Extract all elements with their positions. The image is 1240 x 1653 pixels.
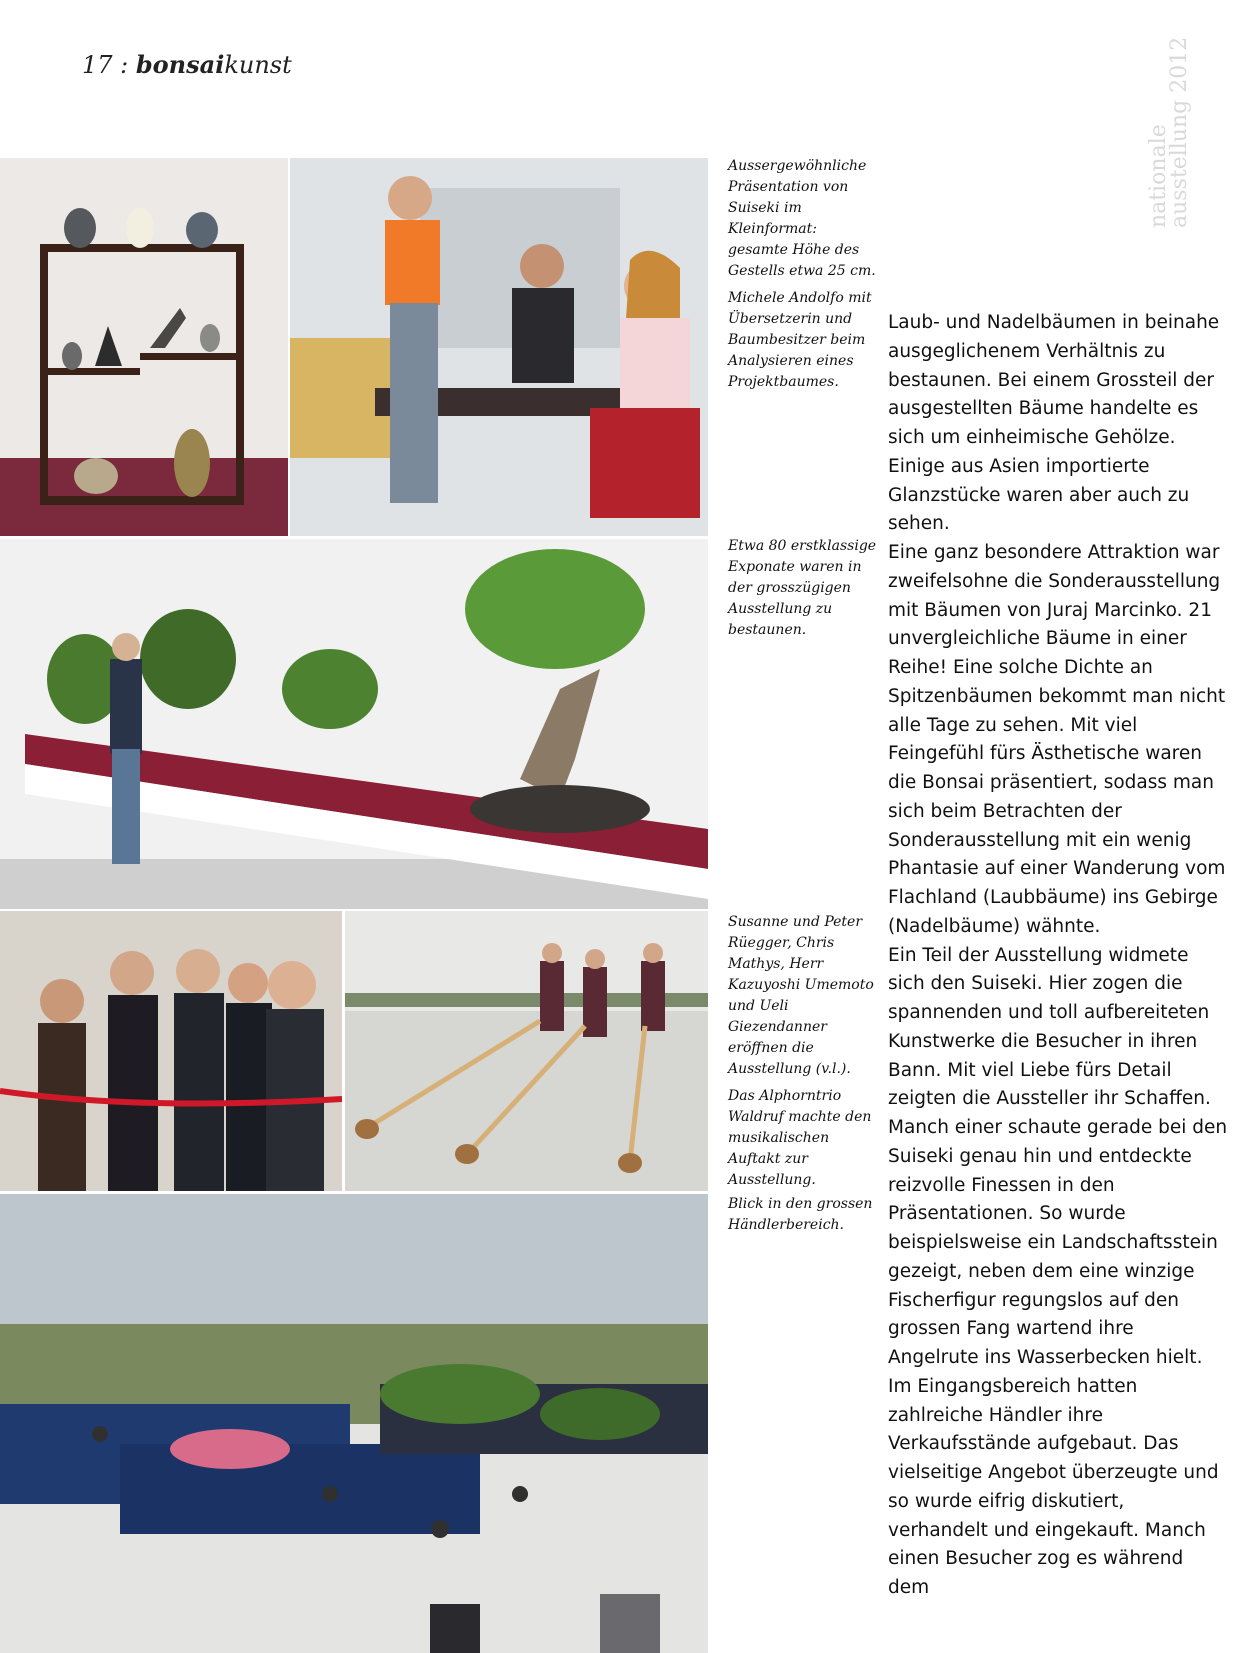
caption-block-2 [728,536,880,647]
caption-block-1 [728,156,880,399]
photo-bonsai-exhibition [0,539,708,909]
caption-block-3 [728,912,880,1197]
caption-dealers: Blick in den grossen Händlerbereich. [728,1196,873,1233]
body-paragraph-2: Eine ganz besondere Attraktion war zweifelsohne die Sonderausstellung mit Bäumen von Juraj Marcinko. 21 unvergleichliche Bäume in einer Reihe! Eine solche Dichte an Spitzenbäumen bekommt man nicht alle Tage zu sehen. Mit viel Feingefühl fürs Ästhetische waren die Bonsai präsentiert, sodass man sich beim Betrachten der Sonderausstellung mit ein wenig Phantasie auf einer Wanderung vom Flachland (Laubbäume) ins Gebirge (Nadelbäume) wähnte. [888,542,1226,937]
header-separator: : [112,51,136,79]
side-title-line1: nationale [1146,124,1171,228]
side-title-line2: ausstellung 2012 [1167,36,1192,228]
caption-suiseki: Aussergewöhnliche Präsentation von Suiseki im Kleinformat: gesamte Höhe des Gestells etwa 25 cm. [728,158,876,279]
page-header [82,50,292,79]
caption-block-4 [728,1194,880,1242]
article-body [888,309,1228,1603]
caption-exponate: Etwa 80 erstklassige Exponate waren in der grosszügigen Ausstellung zu bestaunen. [728,538,877,638]
photo-opening-ceremony [0,911,342,1191]
magazine-title-italic: kunst [224,51,292,79]
body-paragraph-3: Ein Teil der Ausstellung widmete sich den Suiseki. Hier zogen die spannenden und toll aufbereiteten Kunstwerke die Besucher in ihren Bann. Mit viel Liebe fürs Detail zeigten die Aussteller ihr Schaffen. Manch einer schaute gerade bei den Suiseki genau hin und entdeckte reizvolle Finessen in den Präsentationen. So wurde beispielsweise ein Landschaftsstein gezeigt, neben dem eine winzige Fischerfigur regungslos auf den grossen Fang wartend ihre Angelrute ins Wasserbecken hielt. Im Eingangsbereich hatten zahlreiche Händler ihre Verkaufsstände aufgebaut. Das vielseitige Angebot überzeugte und so wurde eifrig diskutiert, verhandelt und eingekauft. Manch einen Besucher zog es während dem [888,944,1228,1598]
caption-alphorn: Das Alphorntrio Waldruf machte den musikalischen Auftakt zur Ausstellung. [728,1088,872,1188]
magazine-title-bold: bonsai [135,50,225,79]
section-side-title [1148,8,1190,228]
photo-suiseki-shelf [0,158,288,536]
photo-michele-andolfo [290,158,708,536]
body-paragraph-1: Laub- und Nadelbäumen in beinahe ausgeglichenem Verhältnis zu bestaunen. Bei einem Grossteil der ausgestellten Bäume handelte es sich um einheimische Gehölze. Einige aus Asien importierte Glanzstücke waren aber auch zu sehen. [888,312,1220,535]
caption-opening: Susanne und Peter Rüegger, Chris Mathys, Herr Kazuyoshi Umemoto und Ueli Giezendanner eröffnen die Ausstellung (v.l.). [728,914,874,1077]
page-number: 17 [82,51,113,79]
photo-dealer-area [0,1194,708,1653]
photo-alphorn-trio [345,911,708,1191]
caption-andolfo: Michele Andolfo mit Übersetzerin und Baumbesitzer beim Analysieren eines Projektbaumes. [728,290,872,390]
